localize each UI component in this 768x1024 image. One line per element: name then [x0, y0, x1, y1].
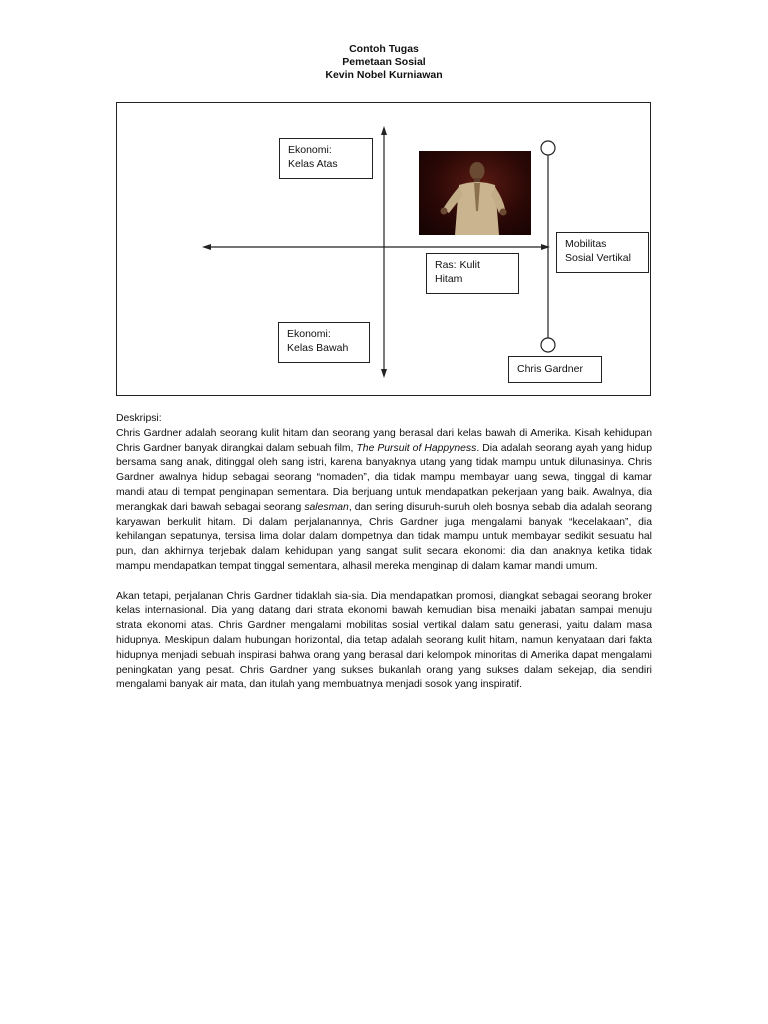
p1-part-b: . Dia adalah seorang ayah yang hidup bersama sang anak, ditinggal oleh sang istri, karena banyaknya utang yang tidak mampu untuk dilunasinya. Chris Gardner awalnya hidup sebagai seorang “nomaden”, dia tidak mampu membayar uang sewa, tinggal di kamar mandi atau di tempat penginapan sementara. Dia berjuang untuk mendapatkan pekerjaan yang baik. Awalnya, dia merangkak dari bawah sebagai seorang	[116, 442, 652, 513]
chris-gardner-label: Chris Gardner	[517, 363, 583, 375]
horizontal-arrow-right	[541, 244, 550, 250]
ekonomi-bawah-line2: Kelas Bawah	[287, 342, 349, 354]
ekonomi-atas-box	[279, 138, 373, 179]
description-paragraph-1	[116, 427, 652, 575]
header-subtitle: Pemetaan Sosial	[342, 56, 426, 68]
ras-box	[426, 253, 519, 294]
header-title: Contoh Tugas	[349, 43, 419, 55]
header-author: Kevin Nobel Kurniawan	[325, 69, 443, 81]
film-title: The Pursuit of Happyness	[356, 442, 477, 454]
horizontal-arrow-left	[202, 244, 211, 250]
salesman-term: salesman	[304, 501, 349, 513]
ekonomi-bawah-box	[278, 322, 370, 363]
vertical-arrow-up	[381, 126, 387, 135]
mobility-top-circle	[541, 141, 555, 155]
description-label: Deskripsi:	[116, 413, 162, 424]
mobilitas-line1: Mobilitas	[565, 238, 607, 250]
ras-line2: Hitam	[435, 273, 463, 285]
mobility-bottom-circle	[541, 338, 555, 352]
mobilitas-box	[556, 232, 649, 273]
vertical-arrow-down	[381, 369, 387, 378]
mobilitas-line2: Sosial Vertikal	[565, 252, 631, 264]
ekonomi-atas-line2: Kelas Atas	[288, 158, 338, 170]
chris-gardner-box	[508, 356, 602, 383]
description-section	[116, 412, 652, 708]
description-paragraph-2: Akan tetapi, perjalanan Chris Gardner tidaklah sia-sia. Dia mendapatkan promosi, diangkat sebagai seorang broker kelas internasional. Dia yang datang dari strata ekonomi bawah kemudian bisa menaiki jabatan sampai menuju strata ekonomi atas. Chris Gardner mengalami mobilitas sosial vertikal dalam satu generasi, yaitu dalam masa hidupnya. Meskipun dalam hubungan horizontal, dia tetap adalah seorang kulit hitam, namun kenyataan dari fakta hidupnya menjadi sebuah inspirasi bahwa orang yang berasal dari kelompok minoritas di Amerika dapat mengalami peningkatan yang pesat. Chris Gardner yang sukses bukanlah orang yang sukses dalam sekejap, dia sendiri mengalami banyak air mata, dan itulah yang membuatnya menjadi sosok yang inspiratif.	[116, 590, 652, 691]
p1-part-a: Chris Gardner adalah seorang kulit hitam dan seorang yang berasal dari kelas bawah di Amerika. Kisah kehidupan Chris Gardner banyak dirangkai dalam sebuah film,	[116, 427, 652, 454]
ekonomi-bawah-line1: Ekonomi:	[287, 328, 331, 340]
p1-part-c: , dan sering disuruh-suruh oleh bosnya sebab dia adalah seorang karyawan berkulit hitam. Di dalam perjalanannya, Chris Gardner juga mengalami banyak “kecelakaan”, dia kehilangan sepatunya, tersisa lima dolar dalam dompetnya dan tidak mampu untuk membayar sedikit sesuatu hal pun, dan akhirnya terjebak dalam kehidupan yang sangat sulit secara ekonomi: dia dan anaknya ketika tidak mampu mendapatkan tempat tinggal sementara, alhasil mereka menginap di dalam kamar mandi umum.	[116, 501, 652, 572]
ras-line1: Ras: Kulit	[435, 259, 480, 271]
ekonomi-atas-line1: Ekonomi:	[288, 144, 332, 156]
chris-gardner-photo	[419, 151, 531, 235]
